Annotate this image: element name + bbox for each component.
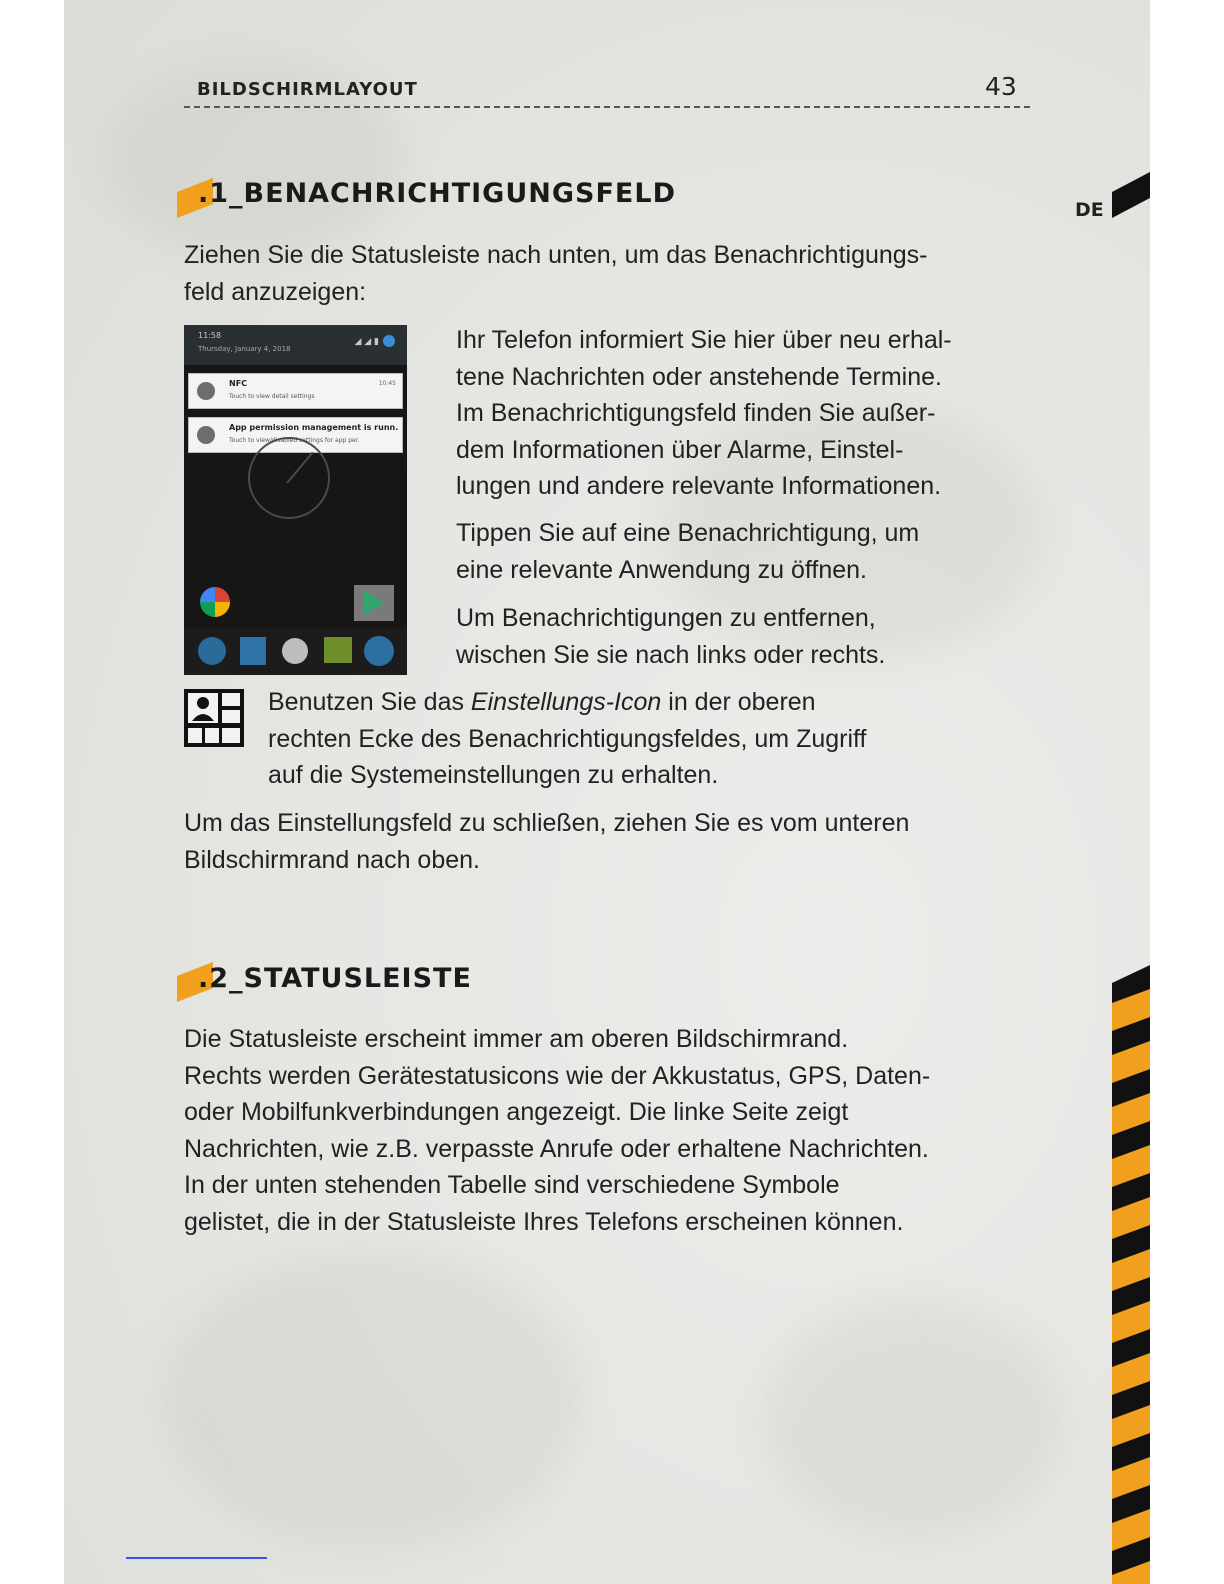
notification-subtitle: Touch to view detail settings: [229, 393, 315, 400]
header-divider: [184, 106, 1030, 108]
statusbar-line: Nachrichten, wie z.B. verpasste Anrufe oder erhaltene Nachrichten.: [184, 1134, 929, 1163]
notification-time: 10:45: [378, 380, 396, 387]
tap-line: Tippen Sie auf eine Benachrichtigung, um: [456, 519, 920, 547]
statusbar-line: gelistet, die in der Statusleiste Ihres Telefons erscheinen können.: [184, 1207, 904, 1236]
section-title-statusbar: .2_STATUSLEISTE: [198, 963, 472, 994]
settings-icon-paragraph: [268, 684, 1048, 794]
settings-text-after: in der oberen: [661, 688, 816, 716]
notifications-info-paragraph: [456, 322, 1056, 505]
info-line: tene Nachrichten oder anstehende Termine.: [456, 362, 942, 391]
phone-app-icon: [198, 637, 226, 665]
settings-gear-icon: [383, 335, 395, 347]
settings-line-2: rechten Ecke des Benachrichtigungsfeldes, um Zugriff: [268, 724, 867, 753]
contacts-icon: [240, 637, 266, 665]
info-line: dem Informationen über Alarme, Einstel-: [456, 435, 904, 464]
language-tab-marker: [1112, 172, 1150, 218]
phone-time: 11:58: [198, 331, 222, 340]
intro-line-1: Ziehen Sie die Statusleiste nach unten, um das Benachrichtigungs-: [184, 241, 928, 269]
close-line-1: Um das Einstellungsfeld zu schließen, ziehen Sie es vom unteren: [184, 809, 910, 837]
quick-settings-icon: [184, 689, 244, 747]
intro-paragraph: [184, 237, 1044, 310]
section-title-notifications: .1_BENACHRICHTIGUNGSFELD: [198, 178, 676, 209]
notification-title: NFC: [229, 379, 248, 388]
clock-widget: [248, 437, 330, 519]
swipe-line: wischen Sie sie nach links oder rechts.: [456, 640, 886, 669]
statusbar-line: oder Mobilfunkverbindungen angezeigt. Die linke Seite zeigt: [184, 1098, 849, 1126]
intro-line-2: feld anzuzeigen:: [184, 277, 367, 306]
nfc-icon: [197, 382, 215, 400]
phone-status-bar: [184, 325, 407, 365]
info-line: Ihr Telefon informiert Sie hier über neu erhal-: [456, 326, 952, 354]
running-header-title: BILDSCHIRMLAYOUT: [197, 79, 418, 100]
settings-icon-term: Einstellungs-Icon: [470, 688, 662, 716]
settings-text-before: Benutzen Sie das: [268, 688, 471, 716]
browser-icon: [364, 636, 394, 666]
messaging-icon: [324, 637, 352, 663]
play-triangle-icon: [364, 591, 384, 615]
swipe-paragraph: [456, 600, 1056, 673]
google-icon: [200, 587, 230, 617]
info-line: lungen und andere relevante Informationen.: [456, 472, 942, 500]
close-line-2: Bildschirmrand nach oben.: [184, 845, 480, 874]
language-tag: DE: [1075, 199, 1104, 221]
app-drawer-icon: [282, 638, 308, 664]
statusbar-line: In der unten stehenden Tabelle sind verschiedene Symbole: [184, 1171, 840, 1199]
phone-date: Thursday, January 4, 2018: [198, 345, 291, 353]
tap-notification-paragraph: [456, 515, 1056, 588]
statusbar-line: Die Statusleiste erscheint immer am oberen Bildschirmrand.: [184, 1025, 849, 1053]
notification-card: [188, 373, 403, 409]
signal-icon: ◢ ◢ ▮: [354, 337, 379, 347]
app-permission-icon: [197, 426, 215, 444]
swipe-line: Um Benachrichtigungen zu entfernen,: [456, 604, 876, 632]
notification-panel-screenshot: [184, 325, 407, 675]
info-line: Im Benachrichtigungsfeld finden Sie außer-: [456, 399, 936, 427]
settings-line-3: auf die Systemeinstellungen zu erhalten.: [268, 761, 719, 789]
close-panel-paragraph: [184, 805, 1044, 878]
hazard-stripe-bar: [1112, 965, 1150, 1584]
statusbar-line: Rechts werden Gerätestatusicons wie der Akkustatus, GPS, Daten-: [184, 1061, 931, 1090]
bottom-underline: [126, 1557, 267, 1559]
statusbar-paragraph: [184, 1021, 1054, 1240]
notification-subtitle: Touch to view/disabled settings for app per.: [229, 437, 360, 444]
page-number: 43: [985, 72, 1017, 101]
tap-line: eine relevante Anwendung zu öffnen.: [456, 555, 867, 584]
notification-title: App permission management is runn.: [229, 423, 399, 432]
